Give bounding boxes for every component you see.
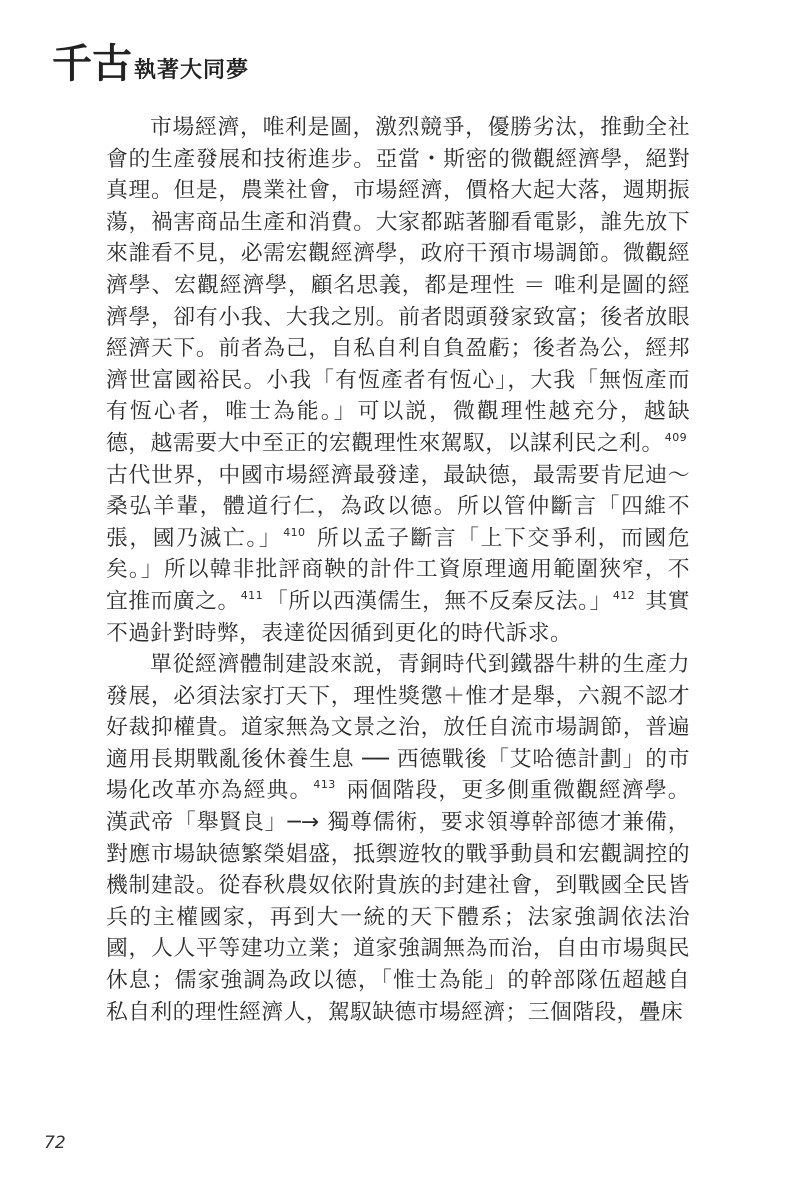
footnote-ref: 409 [664,430,687,444]
text-run: 古代世界，中國市場經濟最發達，最缺德，最需要肯尼迪～桑弘羊輩，體道行仁，為政以德。所以管仲斷言「四維不張，國乃滅亡。」 [106,462,690,551]
text-run: 「所以西漢儒生，無不反秦反法。」 [265,588,612,614]
page-number: 72 [44,1133,66,1153]
text-run: 市場經濟，唯利是圖，激烈競爭，優勝劣汰，推動全社會的生產發展和技術進步。亞當・斯密的微觀經濟學，絕對真理。但是，農業社會，市場經濟，價格大起大落，週期振蕩，禍害商品生產和消費。大家都踮著腳看電影，誰先放下來誰看不見，必需宏觀經濟學，政府干預市場調節。微觀經濟學、宏觀經濟學，顧名思義，都是理性 ＝ 唯利是圖的經濟學，卻有小我、大我之別。前者悶頭發家致富；後者放眼經濟天下。前者為己，自私自利自負盈虧；後者為公，經邦濟世富國裕民。小我「有恆產者有恆心」，大我「無恆產而有恆心者，唯士為能。」可以説，微觀理性越充分，越缺德，越需要大中至正的宏觀理性來駕馭，以謀利民之利。 [106,115,690,456]
book-title-sub: 執著大同夢 [134,57,250,83]
text-run: 所以孟子斷言「上下交爭利，而國危矣。」所以韓非批評商鞅的計件工資原理適用範圍狹窄，不宜推而廣之。 [106,525,690,614]
footnote-ref: 411 [240,588,263,602]
text-run: 其實不過針對時弊，表達從因循到更化的時代訴求。 [106,588,690,646]
paragraph [106,112,690,649]
footnote-ref: 412 [612,588,636,602]
book-title-main: 千古 [52,40,132,87]
text-run: 兩個階段，更多側重微觀經濟學。漢武帝「舉賢良」─→ 獨尊儒術，要求領導幹部德才兼備，對應市場缺德繁榮娼盛，抵禦遊牧的戰爭動員和宏觀調控的機制建設。從春秋農奴依附貴族的封建社會，到戰國全民皆兵的主權國家，再到大一統的天下體系；法家強調依法治國，人人平等建功立業；道家強調無為而治，自由市場與民休息；儒家強調為政以德，「惟士為能」的幹部隊伍超越自私自利的理性經濟人，駕馭缺德市場經濟；三個階段，疊床 [106,778,690,1025]
text-run: 單從經濟體制建設來説，青銅時代到鐵器牛耕的生產力發展，必須法家打天下，理性獎懲＋惟才是舉，六親不認才好裁抑權貴。道家無為文景之治，放任自流市場調節，普遍適用長期戰亂後休養生息 ── 西德戰後「艾哈德計劃」的市場化改革亦為經典。 [106,652,690,804]
paragraph [106,649,690,1028]
footnote-ref: 413 [313,778,336,792]
body-text [106,112,690,1028]
footnote-ref: 410 [283,525,306,539]
running-header [52,32,250,87]
